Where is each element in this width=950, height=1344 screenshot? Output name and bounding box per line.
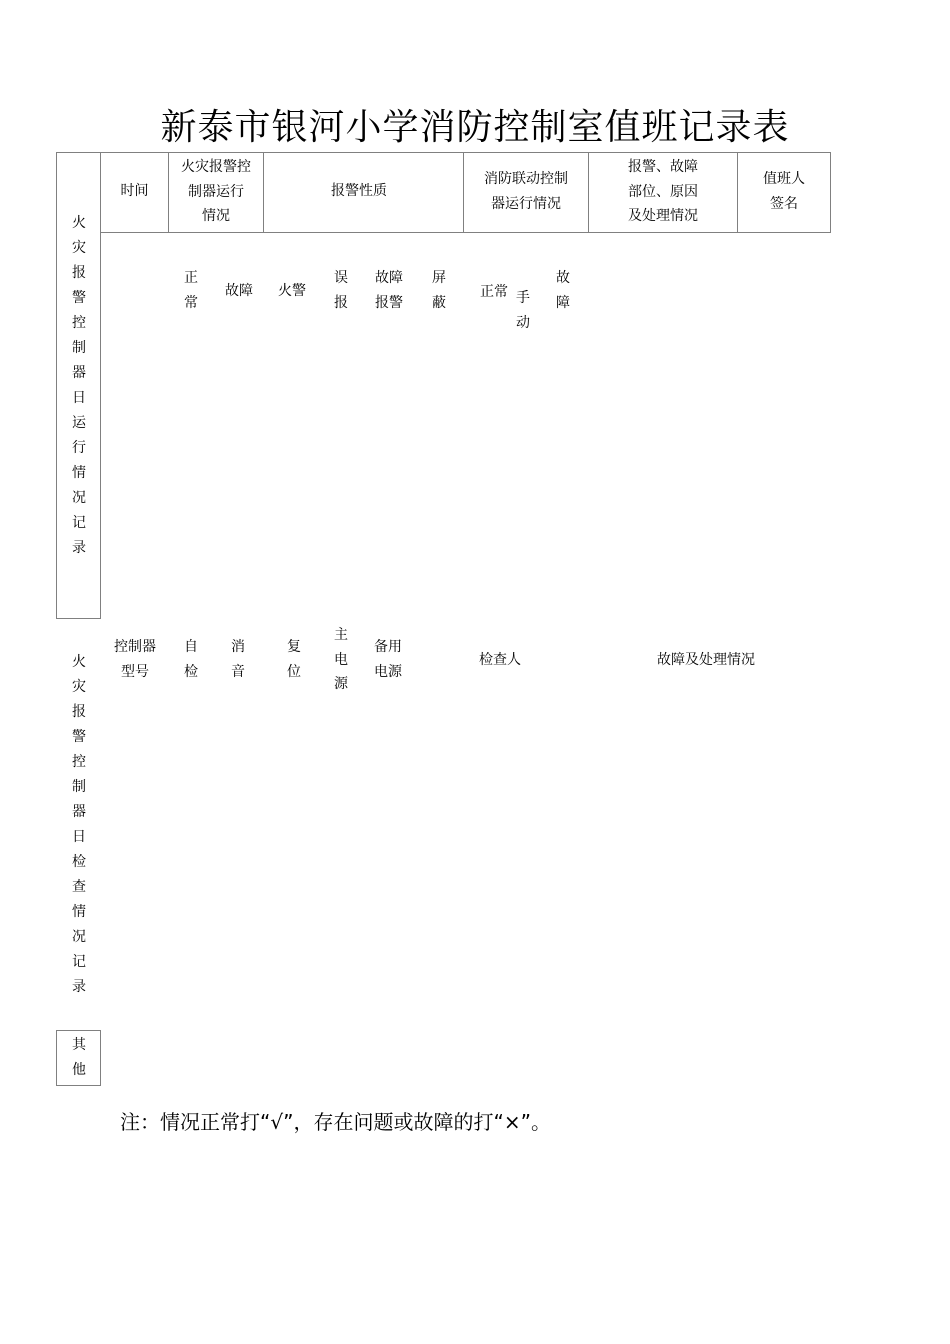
header-alarm-fault-details: 报警、故障 部位、原因 及处理情况 bbox=[628, 159, 698, 224]
subheader-fault: 故障 bbox=[225, 283, 253, 299]
subheader-false-alarm: 误 报 bbox=[334, 270, 348, 311]
subheader-manual: 手 动 bbox=[516, 290, 530, 331]
header-alarm-nature: 报警性质 bbox=[331, 183, 387, 199]
header-reset: 复 位 bbox=[287, 639, 301, 680]
header-controller-status: 火灾报警控 制器运行 情况 bbox=[181, 159, 251, 224]
header-signer: 值班人 签名 bbox=[763, 171, 805, 212]
subheader-linkage-fault: 故 障 bbox=[556, 270, 570, 311]
page-title: 新泰市银河小学消防控制室值班记录表 bbox=[160, 107, 790, 148]
subheader-normal: 正 常 bbox=[184, 270, 198, 311]
header-time: 时间 bbox=[120, 183, 149, 199]
subheader-shield: 屏 蔽 bbox=[432, 270, 446, 311]
subheader-linkage-normal: 正常 bbox=[480, 284, 508, 300]
header-linkage-status: 消防联动控制 器运行情况 bbox=[484, 171, 568, 212]
subheader-fault-alarm: 故障 报警 bbox=[375, 270, 403, 311]
subheader-fire-alarm: 火警 bbox=[278, 283, 306, 299]
header-backup-power: 备用 电源 bbox=[374, 639, 402, 680]
header-controller-model: 控制器 型号 bbox=[114, 639, 156, 680]
header-self-check: 自 检 bbox=[184, 639, 198, 680]
header-inspector: 检查人 bbox=[479, 652, 521, 668]
section1-side-label: 火 灾 报 警 控 制 器 日 运 行 情 况 记 录 bbox=[72, 215, 86, 556]
section2-side-label: 火 灾 报 警 控 制 器 日 检 查 情 况 记 录 bbox=[72, 654, 86, 995]
section3-side-label: 其 他 bbox=[72, 1037, 86, 1078]
header-fault-handling: 故障及处理情况 bbox=[657, 652, 755, 668]
header-silence: 消 音 bbox=[231, 639, 245, 680]
footnote: 注：情况正常打“√”，存在问题或故障的打“×”。 bbox=[120, 1110, 551, 1134]
header-main-power: 主 电 源 bbox=[334, 627, 348, 692]
